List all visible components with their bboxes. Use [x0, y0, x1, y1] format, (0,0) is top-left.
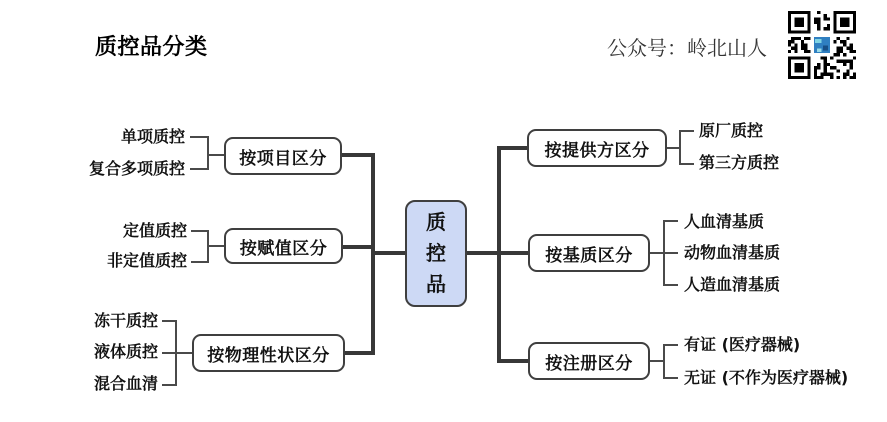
root-char: 质	[426, 210, 446, 234]
bracket-line	[663, 344, 665, 379]
leaf-assigned-qc: 定值质控	[122, 221, 187, 240]
bracket-line	[650, 360, 663, 362]
leaf-unassigned-qc: 非定值质控	[106, 251, 187, 270]
bracket-line	[190, 136, 207, 138]
branch-node-registration: 按注册区分	[528, 342, 650, 380]
root-char: 品	[426, 272, 446, 296]
bracket-line	[665, 220, 678, 222]
bracket-line	[162, 352, 175, 354]
bracket-line	[162, 384, 175, 386]
leaf-lyophilized-qc: 冻干质控	[93, 311, 158, 330]
bracket-line	[667, 147, 679, 149]
bracket-line	[209, 154, 224, 156]
bracket-line	[177, 352, 192, 354]
connector-line	[373, 251, 406, 255]
root-char: 控	[426, 241, 446, 265]
branch-node-matrix: 按基质区分	[528, 234, 650, 272]
bracket-line	[679, 130, 681, 165]
leaf-certified: 有证 (医疗器械)	[684, 335, 801, 354]
bracket-line	[681, 130, 694, 132]
branch-node-project: 按项目区分	[224, 137, 342, 175]
bracket-line	[681, 163, 694, 165]
page-title: 质控品分类	[95, 35, 208, 60]
connector-line	[499, 146, 528, 150]
leaf-multi-qc: 复合多项质控	[88, 159, 185, 178]
leaf-mixed-serum: 混合血清	[93, 374, 158, 393]
branch-node-provider: 按提供方区分	[527, 129, 667, 167]
bracket-line	[665, 377, 678, 379]
connector-line	[466, 251, 499, 255]
qr-code	[788, 11, 856, 79]
bracket-line	[191, 261, 207, 263]
leaf-oem-qc: 原厂质控	[699, 121, 764, 140]
leaf-liquid-qc: 液体质控	[93, 342, 158, 361]
branch-node-physical-state: 按物理性状区分	[192, 334, 345, 372]
bracket-line	[162, 320, 175, 322]
bracket-line	[191, 230, 207, 232]
leaf-animal-serum: 动物血清基质	[684, 243, 781, 262]
leaf-thirdparty-qc: 第三方质控	[699, 153, 780, 172]
leaf-single-qc: 单项质控	[120, 127, 185, 146]
bracket-line	[190, 168, 207, 170]
bracket-line	[665, 252, 678, 254]
leaf-artificial-serum: 人造血清基质	[684, 275, 781, 294]
bracket-line	[665, 344, 678, 346]
leaf-human-serum: 人血清基质	[684, 212, 765, 231]
connector-line	[499, 251, 528, 255]
bracket-line	[650, 252, 663, 254]
bracket-line	[209, 245, 224, 247]
connector-line	[499, 359, 528, 363]
leaf-uncertified: 无证 (不作为医疗器械)	[684, 368, 849, 387]
watermark-text: 公众号：岭北山人	[607, 36, 767, 60]
root-node	[405, 200, 467, 307]
branch-node-assignment: 按赋值区分	[224, 228, 343, 264]
bracket-line	[207, 136, 209, 170]
bracket-line	[665, 284, 678, 286]
